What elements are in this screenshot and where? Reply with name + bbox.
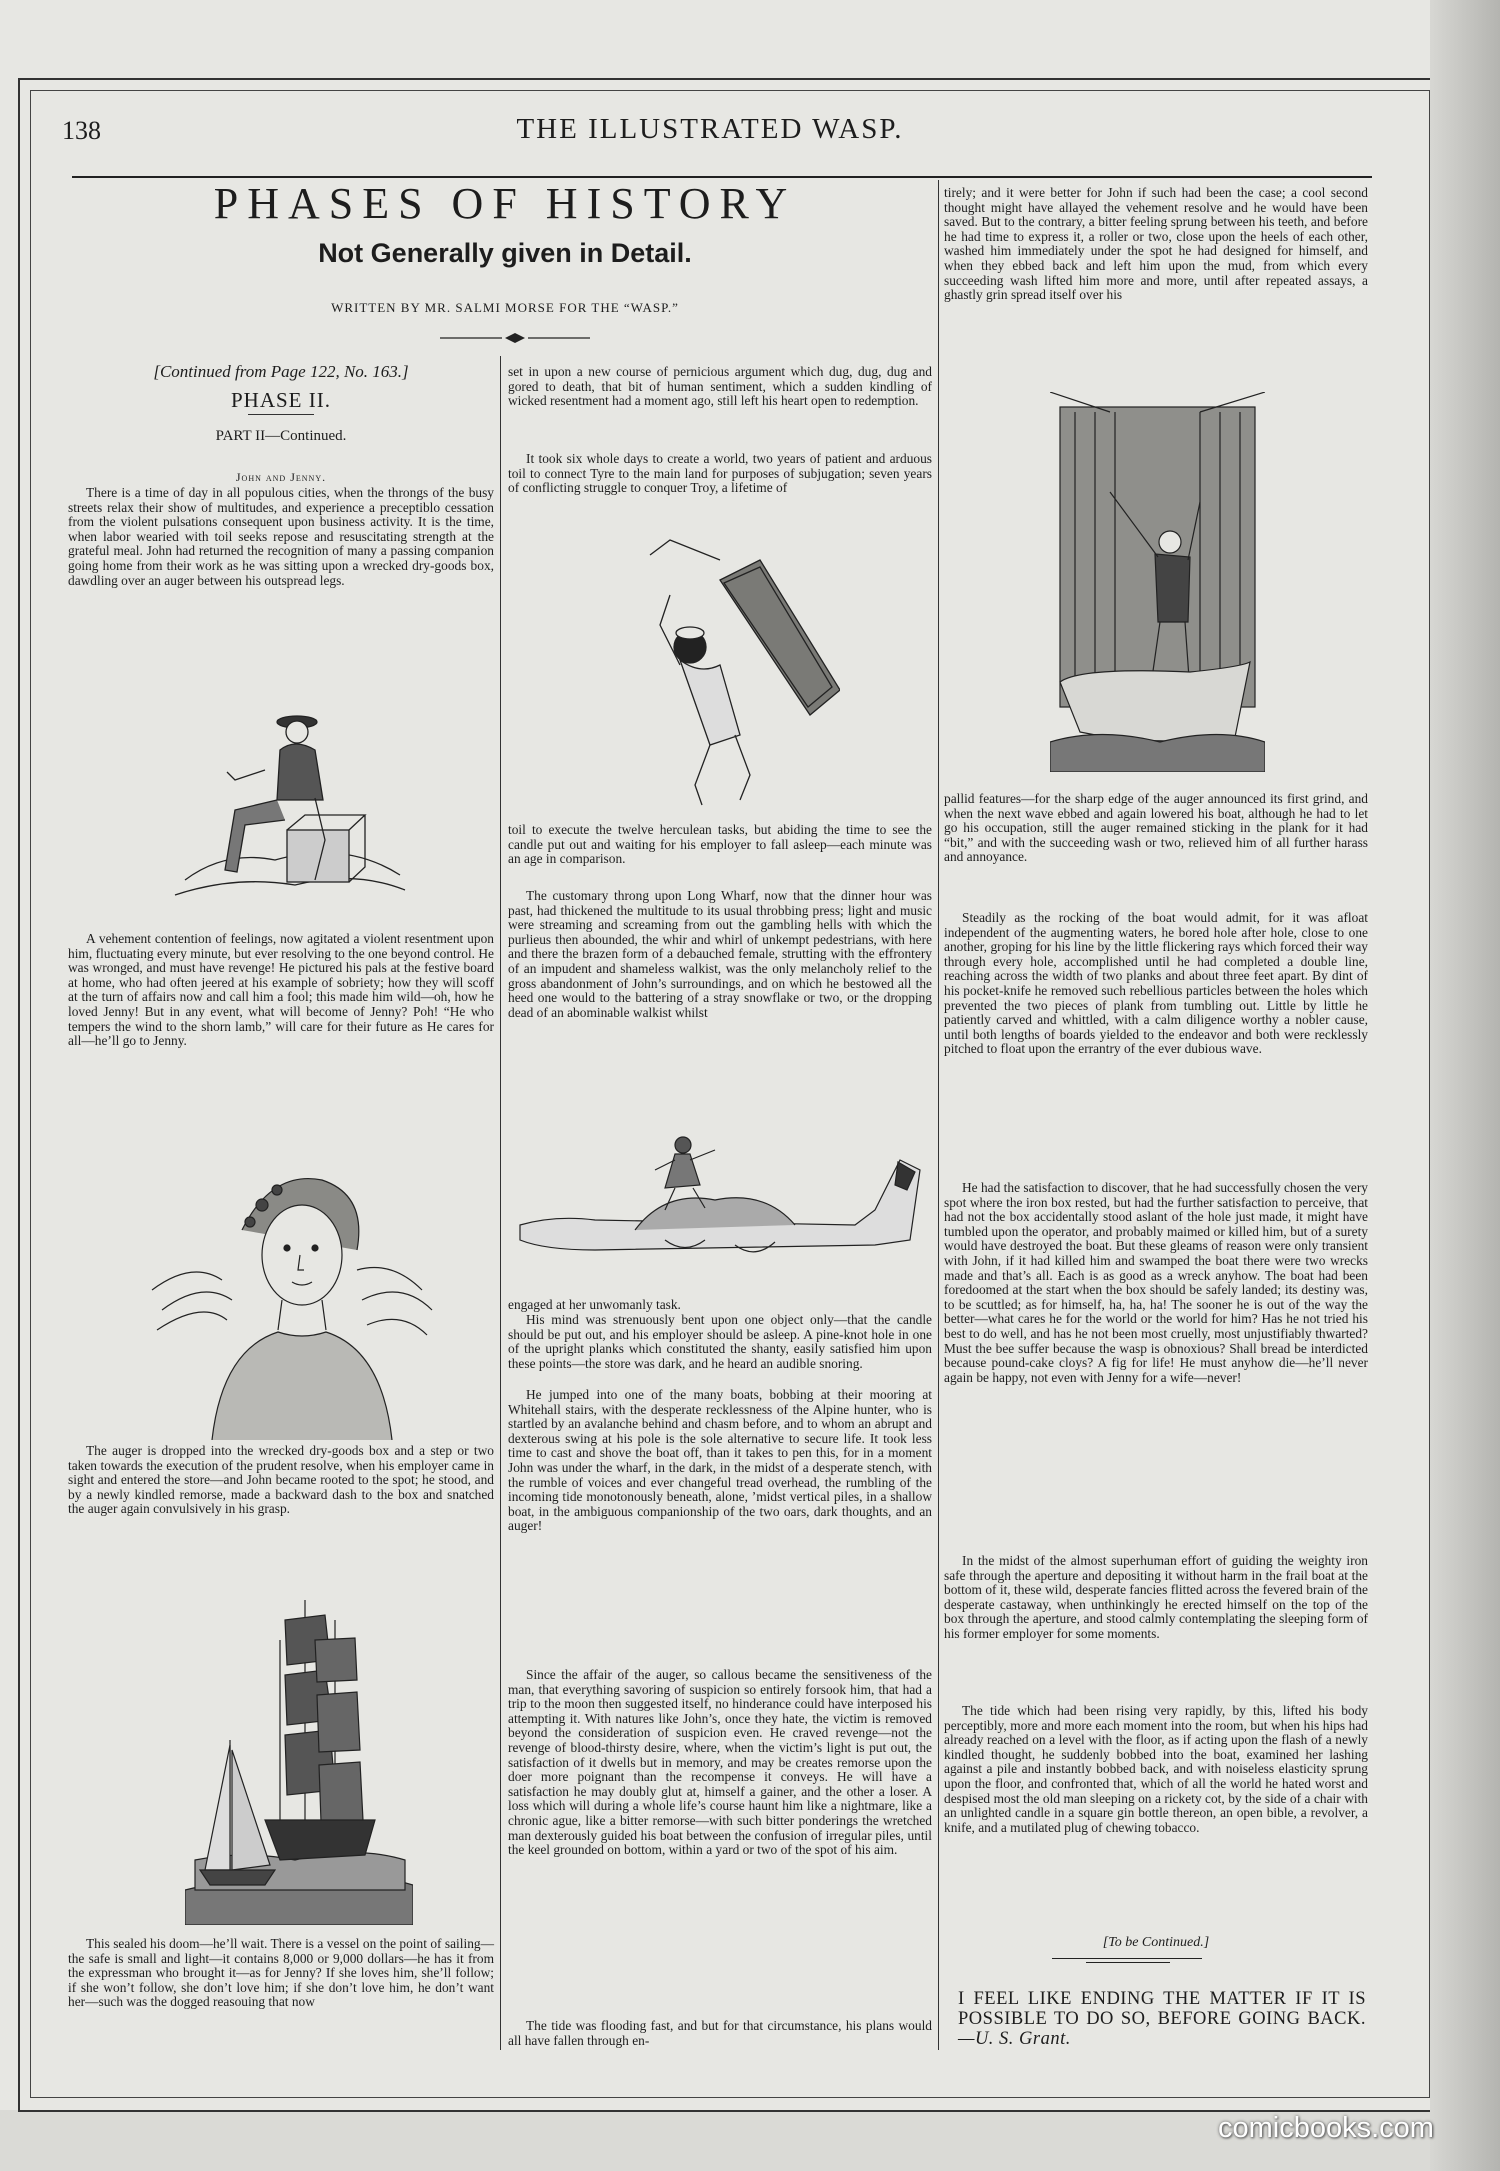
quote-rule-long [1052,1958,1202,1959]
phase-rule [248,414,314,415]
col3-paragraph-2: pallid features—for the sharp edge of the auger announced its first grind, and when the next wave ebbed and again lowered his boat, although he had to let go his occupation, still the auger remained sticking in the plank for it had “bit,” and with the succeeding wash or two, relieved him of all further harass and annoyance. [944,791,1368,865]
col3-paragraph-4: He had the satisfaction to discover, that he had successfully chosen the very spot where the iron box rested, but had the further satisfaction to perceive, that had not the box accidentally stood aslant of the hole just made, it might have tumbled upon the operator, and probably maimed or killed him, but of a surety would have destroyed the boat. But these gleams of reason were only transient with John, if it had killed him and swamped the boat there were two wrecks made and that’s all. Each is as good as a wreck anyhow. The boat had been foredoomed at the start when the box should be safely landed; its destiny was, to be scuttled; as for himself, ha, ha, ha! The sooner he is out of the way the better—what cares he for the world or the world for him? Has he not tried his best to do well, and has he not been most cruelly, most unjustifiably thwarted? Must the bee suffer because the wasp is obnoxious? Shall bread be interdicted because pound-cake cloys? A fig for life! He must anyhow die—he’ll never again be happy, not even with Jenny for a wife—never! [944,1180,1368,1385]
section-heading: John and Jenny. [235,470,327,484]
col2-paragraph-1: set in upon a new course of pernicious argument which dug, dug, dug and gored to death, that bit of human sentiment, which a sudden kindling of wicked resentment had a moment ago, still left his heart open to redemption. [508,364,932,409]
continued-from: [Continued from Page 122, No. 163.] [153,362,409,381]
quote-text: I FEEL LIKE ENDING THE MATTER IF IT IS POSSIBLE TO DO SO, BEFORE GOING BACK. [958,1989,1366,2029]
col2-paragraph-3: toil to execute the twelve herculean tasks, but abiding the time to see the candle put out and waiting for his employer to fall asleep—each minute was an age in comparison. [508,822,932,867]
col1-paragraph-2: A vehement contention of feelings, now agitated a violent resentment upon him, fluctuating every minute, but ever resolving to the one beyond control. He was wronged, and must have revenge! He pictured his pals at the festive board at home, who had often jeered at his example of sobriety; how they will scoff at the turn of affairs now and call him a fool; this made him wild—oh, how he loved Jenny! But in any event, what will become of Jenny? Poh! “He who tempers the wind to the shorn lamb,” will care for their future as He cares for all—he’ll go to Jenny. [68,931,494,1049]
column-rule-2 [938,180,939,2050]
article-subtitle: Not Generally given in Detail. [318,238,692,268]
col3-paragraph-6: The tide which had been rising very rapidly, by this, lifted his body perceptibly, more and more each moment into the room, but when his hips had already reached on a level with the floor, as if acting upon the flash of a newly kindled thought, he suddenly bobbed into the boat, examined her lashing against a pile and instantly bobbed back, and with noiseless elasticity sprung upon the floor, and confronted that, which of all the world he hated worst and despised most the old man sleeping on a rickety cot, by the side of a chair with an unlighted candle in a square gin bottle thereon, an open bible, a revolver, a knife, and a mutilated plug of chewing tobacco. [944,1703,1368,1835]
byline: WRITTEN BY MR. SALMI MORSE FOR THE “WASP.” [331,300,679,315]
man-on-box-illustration [165,690,410,908]
part-heading: PART II—Continued. [215,428,347,444]
page-number: 138 [62,116,101,145]
col2-paragraph-5: engaged at her unwomanly task. [508,1297,681,1312]
quote-rule-short [1086,1962,1170,1963]
col2-paragraph-8: Since the affair of the auger, so callous became the sensitiveness of the man, that everything savoring of suspicion so entirely forsook him, that had a trip to the moon then suggested itself, no hinderance could have interposed his attempting it. With natures like John’s, once they hate, the victim is removed beyond the consideration of suspicion even. He craved revenge—not the revenge of blood-thirsty desire, where, when the victim’s light is put out, the satisfaction of it dwells but in memory, and may be creates remorse upon the doer more poignant than the recompense it conveys. He will have a satisfaction he may doubly glut at, himself a gainer, and the other a loser. A loss which will during a whole life’s course haunt him like a nightmare, like a chronic ague, like a bitter remorse—with such bitter ponderings the wretched man dexterously guided his boat between the confusion of irregular piles, until the keel grounded on bottom, within a yard or two of the spot of his aim. [508,1667,932,1858]
watermark: comicbooks.com [1218,2112,1434,2144]
to-be-continued: [To be Continued.] [1102,1935,1210,1950]
page-binding-shadow [1430,0,1500,2171]
article-title: PHASES OF HISTORY [213,179,797,228]
man-carrying-plank-illustration [640,535,840,810]
walkist-on-reclining-figure-illustration [515,1130,925,1275]
col3-paragraph-3: Steadily as the rocking of the boat would admit, for it was afloat independent of the augmenting waters, he bored hole after hole, close to one another, groping for his line by the little flickering rays which forced their way through every hole, accomplished until he had completed a double line, reaching across the width of two planks and about three feet apart. By dint of his pocket-knife he removed such rebellious particles between the holes which prevented the two pieces of plank from tumbling out. Little by little he patiently carved and whittled, with a calm diligence worthy a nobler cause, until both lengths of boards yielded to the endeavor and both were recklessly pitched to float upon the errantry of the ever dubious wave. [944,910,1368,1057]
col2-paragraph-6: His mind was strenuously bent upon one object only—that the candle should be put out, and his employer should be asleep. A pine-knot hole in one of the upright planks which constituted the shanty, easily satisfied him upon these points—the store was dark, and he heard an audible snoring. [508,1312,932,1371]
grant-quote [958,1989,1366,2049]
masthead: THE ILLUSTRATED WASP. [516,113,904,145]
phase-heading: PHASE II. [230,388,331,412]
col1-paragraph-3: The auger is dropped into the wrecked dry-goods box and a step or two taken towards the execution of the prudent resolve, when his employer came in sight and entered the store—and John became rooted to the spot; he stood, and by a newly kindled remorse, made a backward dash to the box and snatched the auger again convulsively in his grasp. [68,1443,494,1517]
jenny-portrait-illustration [132,1160,447,1440]
man-in-boat-under-wharf-illustration [1050,392,1265,772]
col2-paragraph-4: The customary throng upon Long Wharf, now that the dinner hour was past, had thickened the multitude to its usual throbbing press; light and music were streaming and screaming from out the gambling hells with which the purlieus then abounded, the whir and whirl of unkempt pedestrians, with here and there the brazen form of a debauched female, strutting with the effrontery of an impudent and shameless walkist, was the only melancholy relief to the gross abandonment of John’s surroundings, and on which he bestowed all the heed one would to the battering of a stray snowflake or two, or the dropping dead of an abominable walkist whilst [508,888,932,1020]
quote-attribution: —U. S. Grant. [958,2029,1071,2049]
col3-paragraph-5: In the midst of the almost superhuman effort of guiding the weighty iron safe through the aperture and depositing it without harm in the frail boat at the bottom of it, these wild, desperate fancies flitted across the fevered brain of the desperate castaway, when unthinkingly he erected himself on the top of the box through the aperture, and stood calmly contemplating the sleeping form of his former employer for some moments. [944,1553,1368,1641]
col2-paragraph-9: The tide was flooding fast, and but for that circumstance, his plans would all have fallen through en- [508,2018,932,2048]
col3-paragraph-1: tirely; and it were better for John if such had been the case; a cool second thought might have allayed the vehement resolve and he would have been saved. But to the contrary, a bitter feeling sprung between his teeth, and before he had time to express it, a roller or two, close upon the heels of each other, washed him immediately under the spot he had designed for himself, and when they ebbed back and left him upon the mud, from which every succeeding wash lifted him more and more, until after repeated assays, a ghastly grin spread itself over his [944,185,1368,303]
col1-paragraph-1: There is a time of day in all populous cities, when the throngs of the busy streets relax their show of multitudes, and experience a preceptiblo cessation from the violent pulsations consequent upon business activity. It is the time, when labor wearied with toil seeks repose and resuscitating strength at the grateful meal. John had returned the recognition of many a passing companion going home from their work as he was sitting upon a wrecked dry-goods box, dawdling over an auger between his outspread legs. [68,485,494,588]
column-rule-1 [500,356,501,2050]
ornament-divider [440,328,590,348]
col2-paragraph-7: He jumped into one of the many boats, bobbing at their mooring at Whitehall stairs, with the desperate recklessness of the Alpine hunter, who is startled by an avalanche behind and chasm before, and to whom an abrupt and dexterous swing at his pole is the sole alternative to secure life. It took less time to cast and shove the boat off, than it takes to pen this, for in a moment John was under the wharf, in the dark, in the midst of a desperate stench, with the rumble of voices and ever changeful tread overhead, the rumbling of the incoming tide monotonously beneath, alone, ’midst vertical piles, in a shallow boat, in the ambiguous companionship of the two oars, dark thoughts, and an auger! [508,1387,932,1534]
col2-paragraph-2: It took six whole days to create a world, two years of patient and arduous toil to connect Tyre to the main land for purposes of subjugation; seven years of conflicting struggle to conquer Troy, a lifetime of [508,451,932,496]
sailing-ships-illustration [185,1580,413,1925]
col1-paragraph-4: This sealed his doom—he’ll wait. There is a vessel on the point of sailing—the safe is small and light—it contains 8,000 or 9,000 dollars—he has it from the expressman who brought it—as for Jenny? If she loves him, she’ll follow; if she won’t follow, she don’t love him; if she don’t love him, he don’t want her—such was the dogged reasouing that now [68,1936,494,2010]
